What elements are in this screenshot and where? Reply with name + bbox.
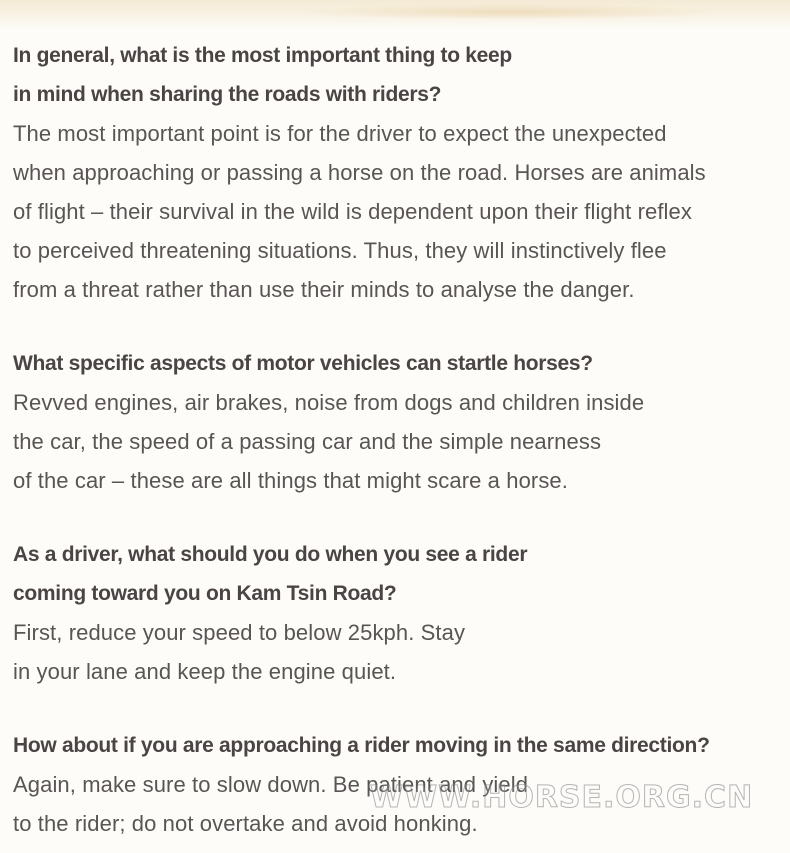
question-line: What specific aspects of motor vehicles can startle horses? bbox=[13, 352, 593, 375]
answer-line: Again, make sure to slow down. Be patient and yield bbox=[13, 772, 529, 797]
question-heading bbox=[13, 344, 788, 383]
question-line: As a driver, what should you do when you see a rider bbox=[13, 543, 528, 566]
answer-line: The most important point is for the driver to expect the unexpected bbox=[13, 121, 667, 146]
answer-line: of flight – their survival in the wild is dependent upon their flight reflex bbox=[13, 199, 692, 224]
answer-line: to perceived threatening situations. Thus, they will instinctively flee bbox=[13, 238, 667, 263]
site-watermark: WWW.HORSE.ORG.CN bbox=[370, 780, 754, 815]
question-line: in mind when sharing the roads with riders? bbox=[13, 83, 442, 106]
answer-line: to the rider; do not overtake and avoid honking. bbox=[13, 811, 478, 836]
question-heading bbox=[13, 535, 788, 613]
article-body bbox=[13, 36, 788, 843]
question-line: In general, what is the most important thing to keep bbox=[13, 44, 512, 67]
question-heading bbox=[13, 726, 788, 765]
question-line: How about if you are approaching a rider moving in the same direction? bbox=[13, 734, 710, 757]
qa-section-1 bbox=[13, 36, 788, 309]
answer-line: in your lane and keep the engine quiet. bbox=[13, 659, 397, 684]
answer-line: the car, the speed of a passing car and the simple nearness bbox=[13, 429, 602, 454]
qa-section-2 bbox=[13, 344, 788, 500]
answer-paragraph bbox=[13, 383, 788, 500]
answer-line: First, reduce your speed to below 25kph. Stay bbox=[13, 620, 466, 645]
answer-line: from a threat rather than use their minds to analyse the danger. bbox=[13, 277, 635, 302]
answer-line: Revved engines, air brakes, noise from dogs and children inside bbox=[13, 390, 645, 415]
answer-line: when approaching or passing a horse on the road. Horses are animals bbox=[13, 160, 706, 185]
answer-line: of the car – these are all things that might scare a horse. bbox=[13, 468, 568, 493]
question-line: coming toward you on Kam Tsin Road? bbox=[13, 582, 397, 605]
question-heading bbox=[13, 36, 788, 114]
paper-texture bbox=[0, 0, 790, 30]
answer-paragraph bbox=[13, 613, 788, 691]
qa-section-3 bbox=[13, 535, 788, 691]
answer-paragraph bbox=[13, 114, 788, 309]
